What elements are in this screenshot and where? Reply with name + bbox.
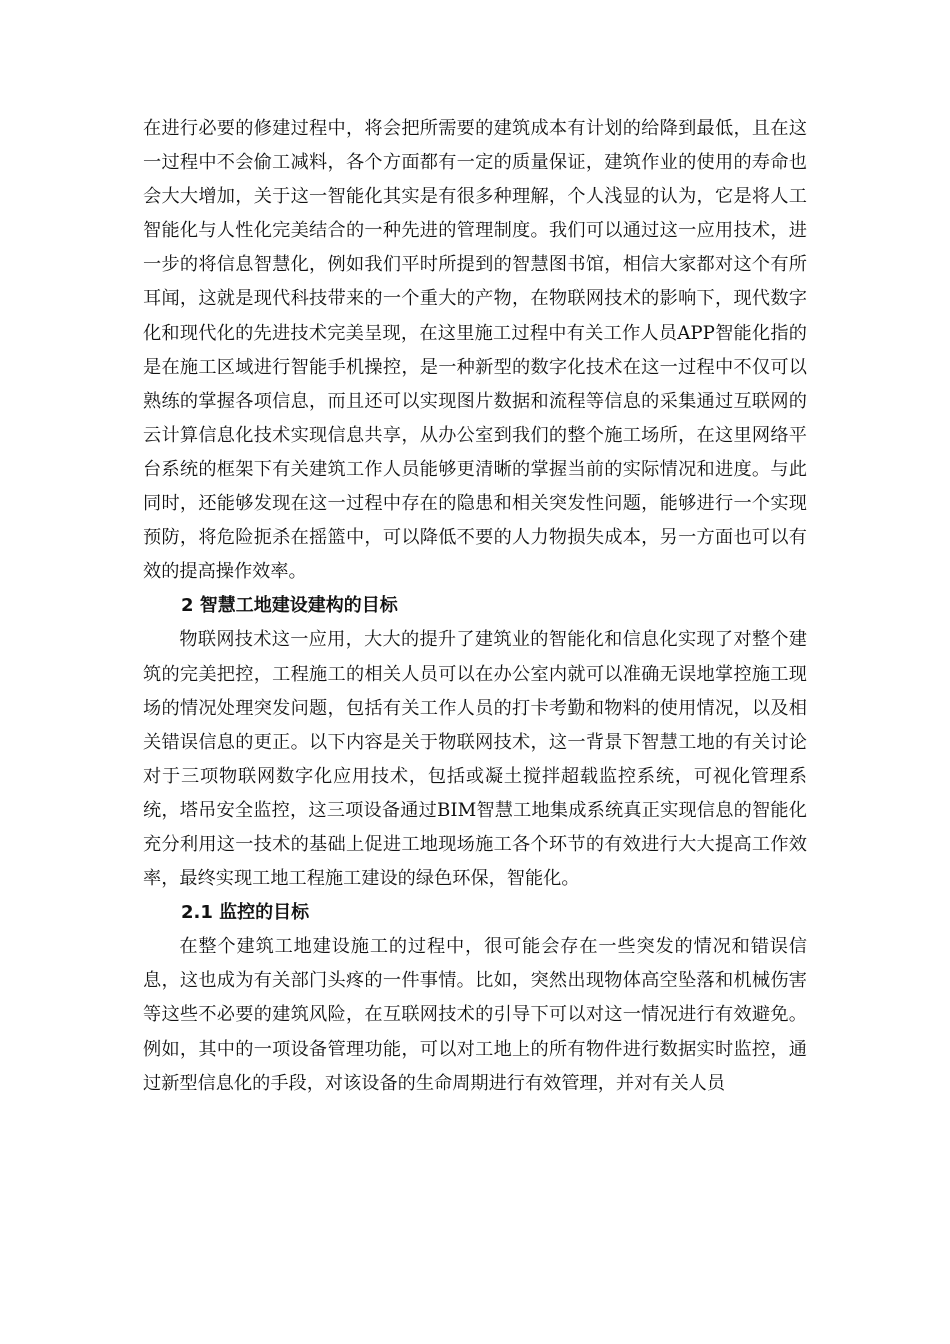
document-page [143,112,807,1101]
body-paragraph-1: 在进行必要的修建过程中，将会把所需要的建筑成本有计划的给降到最低，且在这一过程中不会偷工减料，各个方面都有一定的质量保证，建筑作业的使用的寿命也会大大增加，关于这一智能化其实是有很多种理解，个人浅显的认为，它是将人工智能化与人性化完美结合的一种先进的管理制度。我们可以通过这一应用技术，进一步的将信息智慧化，例如我们平时所提到的智慧图书馆，相信大家都对这个有所耳闻，这就是现代科技带来的一个重大的产物，在物联网技术的影响下，现代数字化和现代化的先进技术完美呈现，在这里施工过程中有关工作人员APP智能化指的是在施工区域进行智能手机操控，是一种新型的数字化技术在这一过程中不仅可以熟练的掌握各项信息，而且还可以实现图片数据和流程等信息的采集通过互联网的云计算信息化技术实现信息共享，从办公室到我们的整个施工场所，在这里网络平台系统的框架下有关建筑工作人员能够更清晰的掌握当前的实际情况和进度。与此同时，还能够发现在这一过程中存在的隐患和相关突发性问题，能够进行一个实现预防，将危险扼杀在摇篮中，可以降低不要的人力物损失成本，另一方面也可以有效的提高操作效率。 [143,118,807,583]
section-heading-2: 2 智慧工地建设建构的目标 [181,595,398,617]
body-paragraph-2: 物联网技术这一应用，大大的提升了建筑业的智能化和信息化实现了对整个建筑的完美把控，工程施工的相关人员可以在办公室内就可以准确无误地掌控施工现场的情况处理突发问题，包括有关工作人员的打卡考勤和物料的使用情况，以及相关错误信息的更正。以下内容是关于物联网技术，这一背景下智慧工地的有关讨论对于三项物联网数字化应用技术，包括或凝土搅拌超载监控系统，可视化管理系统，塔吊安全监控，这三项设备通过BIM智慧工地集成系统真正实现信息的智能化充分利用这一技术的基础上促进工地现场施工各个环节的有效进行大大提高工作效率，最终实现工地工程施工建设的绿色环保，智能化。 [143,629,807,890]
section-heading-2-1: 2.1 监控的目标 [181,902,310,924]
body-paragraph-3: 在整个建筑工地建设施工的过程中，很可能会存在一些突发的情况和错误信息，这也成为有关部门头疼的一件事情。比如，突然出现物体高空坠落和机械伤害等这些不必要的建筑风险，在互联网技术的引导下可以对这一情况进行有效避免。例如，其中的一项设备管理功能，可以对工地上的所有物件进行数据实时监控，通过新型信息化的手段，对该设备的生命周期进行有效管理，并对有关人员 [143,936,807,1094]
